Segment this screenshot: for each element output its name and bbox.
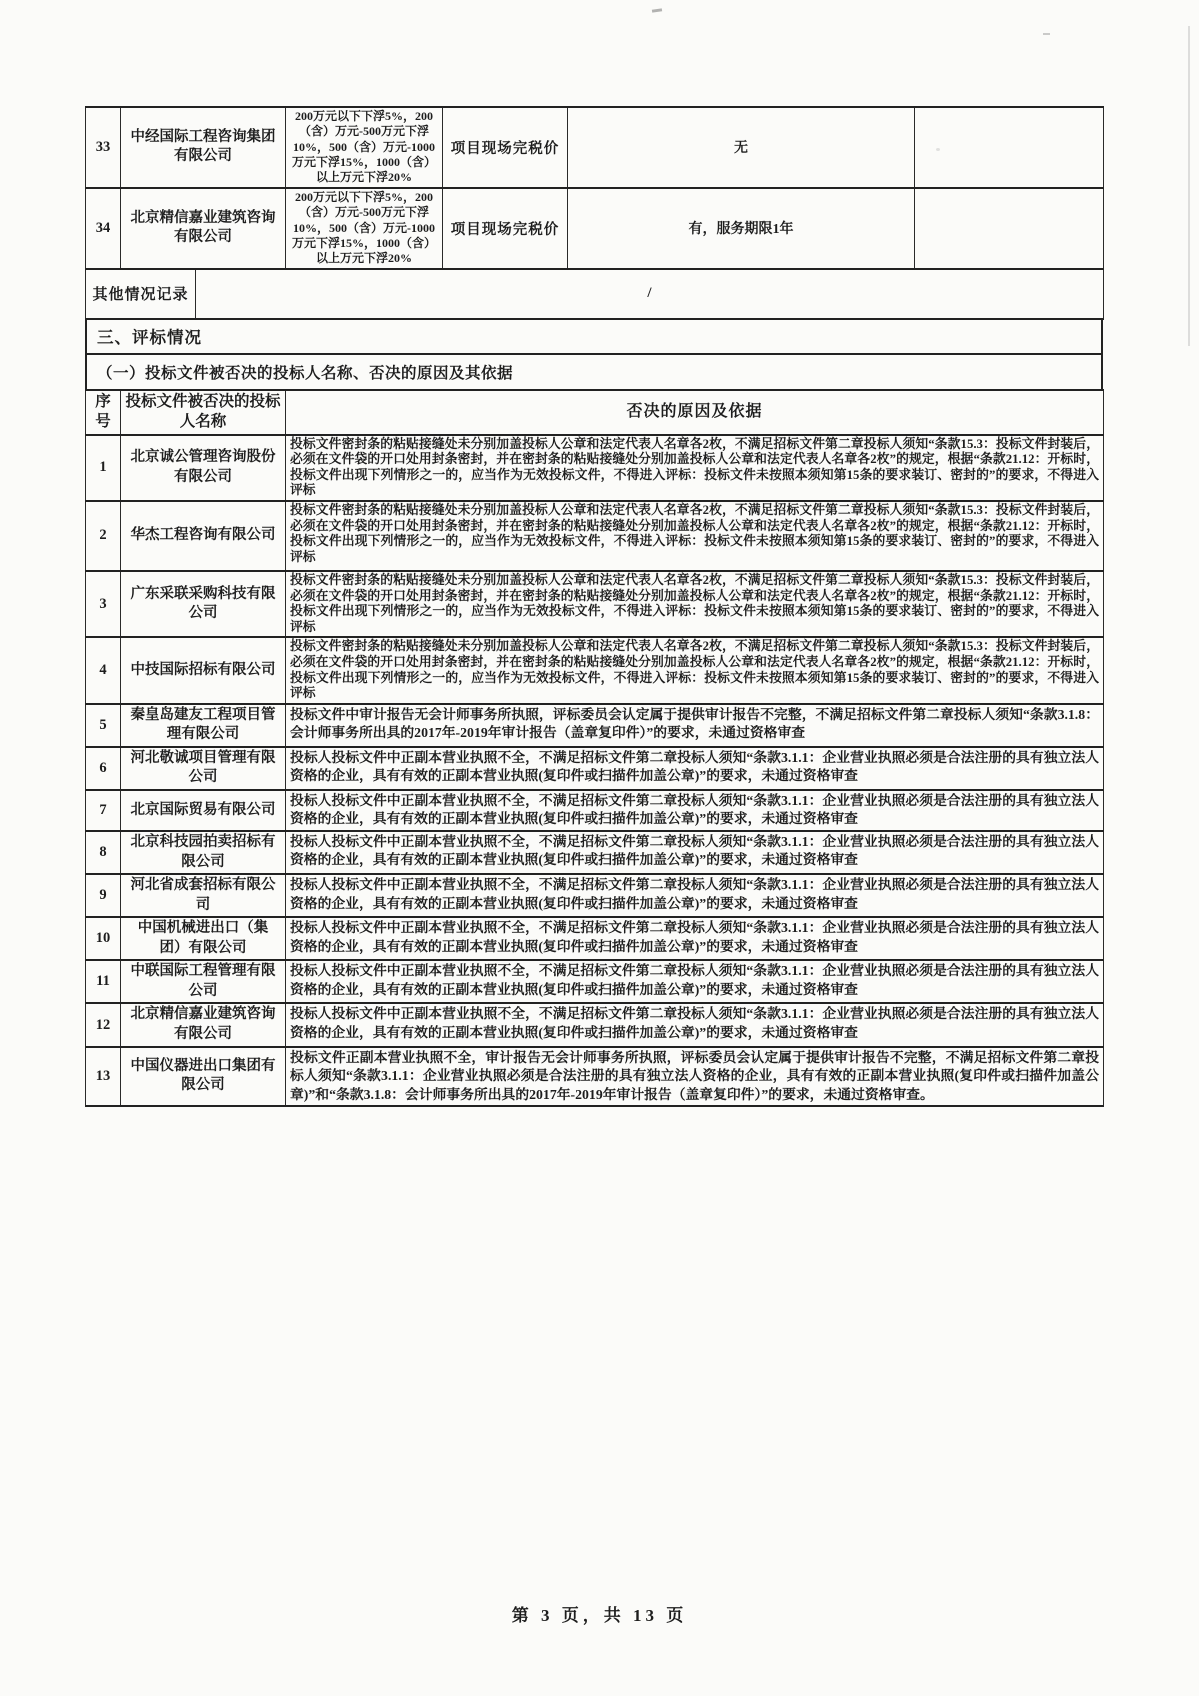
table-row [86,188,1104,269]
row-number: 33 [86,107,121,188]
rejection-reason: 投标人投标文件中正副本营业执照不全，不满足招标文件第二章投标人须知“条款3.1.1：企业营业执照必须是合法注册的具有独立法人资格的企业，具有有效的正副本营业执照(复印件或扫描件加盖公章)”的要求，未通过资格审查 [286,874,1104,917]
table-row [86,637,1104,703]
rejection-reason: 投标文件中审计报告无会计师事务所执照，评标委员会认定属于提供审计报告不完整，不满足招标文件第二章投标人须知“条款3.1.8：会计师事务所出具的2017年-2019年审计报告（盖章复印件）”的要求，未通过资格审查 [286,704,1104,747]
table-row [86,501,1104,571]
table-row [86,747,1104,790]
discount-scheme: 200万元以下下浮5%，200（含）万元-500万元下浮10%，500（含）万元-1000万元下浮15%，1000（含）以上万元下浮20% [286,188,443,269]
row-number: 3 [86,571,121,637]
row-number: 9 [86,874,121,917]
rejection-reason: 投标人投标文件中正副本营业执照不全，不满足招标文件第二章投标人须知“条款3.1.1：企业营业执照必须是合法注册的具有独立法人资格的企业，具有有效的正副本营业执照(复印件或扫描件加盖公章)”的要求，未通过资格审查 [286,917,1104,960]
rejected-bidder-name: 北京科技园拍卖招标有限公司 [121,831,286,874]
rejected-bidder-name: 河北省成套招标有限公司 [121,874,286,917]
table-row [86,917,1104,960]
row-number: 1 [86,435,121,501]
discount-scheme: 200万元以下下浮5%，200（含）万元-500万元下浮10%，500（含）万元-1000万元下浮15%，1000（含）以上万元下浮20% [286,107,443,188]
rejected-bidder-name: 河北敬诚项目管理有限公司 [121,747,286,790]
price-term: 项目现场完税价 [443,188,568,269]
bidder-name: 北京精信嘉业建筑咨询有限公司 [121,188,286,269]
rejection-reason: 投标文件密封条的粘贴接缝处未分别加盖投标人公章和法定代表人名章各2枚，不满足招标文件第二章投标人须知“条款15.3：投标文件封装后，必须在文件袋的开口处用封条密封，并在密封条的粘贴接缝处分别加盖投标人公章和法定代表人名章各2枚”的规定，根据“条款21.12：开标时，投标文件出现下列情形之一的，应当作为无效投标文件，不得进入评标：投标文件未按照本须知第15条的要求装订、密封的”的要求，不得进入评标 [286,571,1104,637]
table-row [86,960,1104,1003]
row-number: 11 [86,960,121,1003]
row-number: 4 [86,637,121,703]
row-number: 10 [86,917,121,960]
table-row [86,107,1104,188]
other-records-value: / [196,269,1104,319]
subsection-title: （一）投标文件被否决的投标人名称、否决的原因及其依据 [85,353,1103,391]
row-number: 12 [86,1003,121,1046]
rejected-bidder-name: 中联国际工程管理有限公司 [121,960,286,1003]
rejection-reason: 投标人投标文件中正副本营业执照不全，不满足招标文件第二章投标人须知“条款3.1.1：企业营业执照必须是合法注册的具有独立法人资格的企业，具有有效的正副本营业执照(复印件或扫描件加盖公章)”的要求，未通过资格审查 [286,831,1104,874]
page-number-footer: 第 3 页，共 13 页 [511,1606,688,1625]
rejected-bidder-name: 中国仪器进出口集团有限公司 [121,1047,286,1107]
empty-cell [915,188,1104,269]
rejection-reason: 投标人投标文件中正副本营业执照不全，不满足招标文件第二章投标人须知“条款3.1.1：企业营业执照必须是合法注册的具有独立法人资格的企业，具有有效的正副本营业执照(复印件或扫描件加盖公章)”的要求，未通过资格审查 [286,790,1104,831]
table-row [86,874,1104,917]
scan-artifact [652,8,662,12]
rejection-reason: 投标文件密封条的粘贴接缝处未分别加盖投标人公章和法定代表人名章各2枚，不满足招标文件第二章投标人须知“条款15.3：投标文件封装后，必须在文件袋的开口处用封条密封，并在密封条的粘贴接缝处分别加盖投标人公章和法定代表人名章各2枚”的规定，根据“条款21.12：开标时，投标文件出现下列情形之一的，应当作为无效投标文件，不得进入评标：投标文件未按照本须知第15条的要求装订、密封的”的要求，不得进入评标 [286,637,1104,703]
table-row [86,831,1104,874]
service-commitment: 有，服务期限1年 [568,188,915,269]
rejected-bidder-name: 中国机械进出口（集团）有限公司 [121,917,286,960]
other-records-label: 其他情况记录 [86,269,196,319]
row-number: 13 [86,1047,121,1107]
rejection-reason: 投标人投标文件中正副本营业执照不全，不满足招标文件第二章投标人须知“条款3.1.1：企业营业执照必须是合法注册的具有独立法人资格的企业，具有有效的正副本营业执照(复印件或扫描件加盖公章)”的要求，未通过资格审查 [286,1003,1104,1046]
table-row [86,790,1104,831]
other-records-row [85,268,1104,320]
rejection-reason: 投标文件密封条的粘贴接缝处未分别加盖投标人公章和法定代表人名章各2枚，不满足招标文件第二章投标人须知“条款15.3：投标文件封装后，必须在文件袋的开口处用封条密封，并在密封条的粘贴接缝处分别加盖投标人公章和法定代表人名章各2枚”的规定，根据“条款21.12：开标时，投标文件出现下列情形之一的，应当作为无效投标文件，不得进入评标：投标文件未按照本须知第15条的要求装订、密封的”的要求，不得进入评标 [286,435,1104,501]
row-number: 5 [86,704,121,747]
bidder-name: 中经国际工程咨询集团有限公司 [121,107,286,188]
rejection-reason: 投标人投标文件中正副本营业执照不全，不满足招标文件第二章投标人须知“条款3.1.1：企业营业执照必须是合法注册的具有独立法人资格的企业，具有有效的正副本营业执照(复印件或扫描件加盖公章)”的要求，未通过资格审查 [286,960,1104,1003]
table-row [86,704,1104,747]
table-row [86,269,1104,319]
table-row [86,571,1104,637]
header-no: 序号 [86,390,121,435]
table-row [86,1003,1104,1046]
row-number: 8 [86,831,121,874]
header-name: 投标文件被否决的投标人名称 [121,390,286,435]
rejection-table [85,389,1104,1108]
rejected-bidder-name: 中技国际招标有限公司 [121,637,286,703]
document-body [85,108,1103,1107]
bidder-quotation-table [85,106,1104,270]
row-number: 34 [86,188,121,269]
table-row [86,1047,1104,1107]
rejected-bidder-name: 秦皇岛建友工程项目管理有限公司 [121,704,286,747]
rejection-reason: 投标文件正副本营业执照不全，审计报告无会计师事务所执照，评标委员会认定属于提供审计报告不完整，不满足招标文件第二章投标人须知“条款3.1.1：企业营业执照必须是合法注册的具有独立法人资格的企业，具有有效的正副本营业执照(复印件或扫描件加盖公章)”和“条款3.1.8：会计师事务所出具的2017年-2019年审计报告（盖章复印件）”的要求，未通过资格审查。 [286,1047,1104,1107]
rejected-bidder-name: 华杰工程咨询有限公司 [121,501,286,571]
row-number: 7 [86,790,121,831]
rejected-bidder-name: 北京精信嘉业建筑咨询有限公司 [121,1003,286,1046]
rejection-reason: 投标人投标文件中正副本营业执照不全，不满足招标文件第二章投标人须知“条款3.1.1：企业营业执照必须是合法注册的具有独立法人资格的企业，具有有效的正副本营业执照(复印件或扫描件加盖公章)”的要求，未通过资格审查 [286,747,1104,790]
table-row [86,435,1104,501]
section-title: 三、评标情况 [85,318,1103,355]
row-number: 2 [86,501,121,571]
empty-cell [915,107,1104,188]
table-header-row [86,390,1104,435]
rejection-reason: 投标文件密封条的粘贴接缝处未分别加盖投标人公章和法定代表人名章各2枚，不满足招标文件第二章投标人须知“条款15.3：投标文件封装后，必须在文件袋的开口处用封条密封，并在密封条的粘贴接缝处分别加盖投标人公章和法定代表人名章各2枚”的规定，根据“条款21.12：开标时，投标文件出现下列情形之一的，应当作为无效投标文件，不得进入评标：投标文件未按照本须知第15条的要求装订、密封的”的要求，不得进入评标 [286,501,1104,571]
rejected-bidder-name: 北京诚公管理咨询股份有限公司 [121,435,286,501]
header-reason: 否决的原因及依据 [286,390,1104,435]
service-commitment: 无 [568,107,915,188]
price-term: 项目现场完税价 [443,107,568,188]
rejected-bidder-name: 广东采联采购科技有限公司 [121,571,286,637]
scan-artifact [1188,26,1190,346]
row-number: 6 [86,747,121,790]
scan-artifact [1043,33,1050,35]
rejected-bidder-name: 北京国际贸易有限公司 [121,790,286,831]
